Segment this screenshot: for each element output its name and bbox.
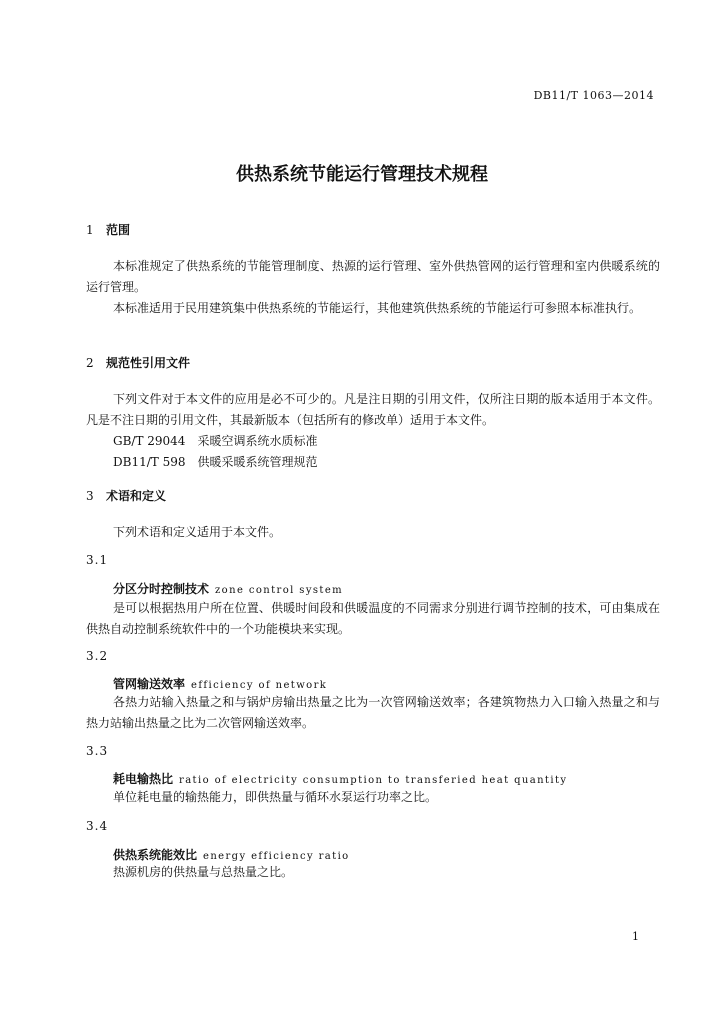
paragraph: 本标准规定了供热系统的节能管理制度、热源的运行管理、室外供热管网的运行管理和室内供暖系统的运行管理。 (86, 259, 660, 294)
section-number: 3 (86, 489, 94, 503)
term-number: 3.1 (86, 553, 109, 567)
term-zh: 分区分时控制技术 (113, 582, 210, 596)
term-zh: 管网输送效率 (113, 677, 186, 691)
term-en: ratio of electricity consumption to transferied heat quantity (179, 775, 568, 786)
term-en: zone control system (215, 585, 344, 596)
term-definition: 热源机房的供热量与总热量之比。 (113, 865, 294, 879)
term-number: 3.3 (86, 744, 109, 758)
term-heading (113, 580, 343, 597)
paragraph: 本标准适用于民用建筑集中供热系统的节能运行，其他建筑供热系统的节能运行可参照本标准执行。 (113, 301, 642, 315)
term-zh: 耗电输热比 (113, 772, 174, 786)
reference-item: GB/T 29044 采暖空调系统水质标准 (113, 434, 318, 448)
section-heading-3 (86, 487, 166, 504)
term-heading (113, 846, 350, 863)
term-definition: 单位耗电量的输热能力，即供热量与循环水泵运行功率之比。 (113, 790, 438, 804)
section-number: 2 (86, 356, 94, 370)
section-label: 范围 (106, 223, 131, 237)
section-heading-2 (86, 354, 190, 371)
term-heading (113, 770, 567, 787)
section-label: 术语和定义 (106, 489, 167, 503)
paragraph: 下列文件对于本文件的应用是必不可少的。凡是注日期的引用文件，仅所注日期的版本适用于本文件。凡是不注日期的引用文件，其最新版本（包括所有的修改单）适用于本文件。 (86, 392, 660, 427)
section-heading-1 (86, 221, 130, 238)
term-number: 3.4 (86, 819, 109, 833)
standard-number: DB11/T 1063—2014 (533, 89, 654, 102)
paragraph: 下列术语和定义适用于本文件。 (113, 525, 282, 539)
term-heading (113, 675, 327, 692)
term-en: energy efficiency ratio (203, 851, 350, 862)
document-title: 供热系统节能运行管理技术规程 (236, 164, 488, 185)
term-en: efficiency of network (191, 680, 328, 691)
reference-item: DB11/T 598 供暖采暖系统管理规范 (113, 455, 318, 469)
section-label: 规范性引用文件 (106, 356, 191, 370)
term-definition: 是可以根据热用户所在位置、供暖时间段和供暖温度的不同需求分别进行调节控制的技术，可由集成在供热自动控制系统软件中的一个功能模块来实现。 (86, 601, 660, 636)
term-zh: 供热系统能效比 (113, 848, 198, 862)
page-number: 1 (632, 930, 639, 943)
term-number: 3.2 (86, 649, 109, 663)
term-definition: 各热力站输入热量之和与锅炉房输出热量之比为一次管网输送效率；各建筑物热力入口输入热量之和与热力站输出热量之比为二次管网输送效率。 (86, 695, 660, 730)
section-number: 1 (86, 223, 94, 237)
